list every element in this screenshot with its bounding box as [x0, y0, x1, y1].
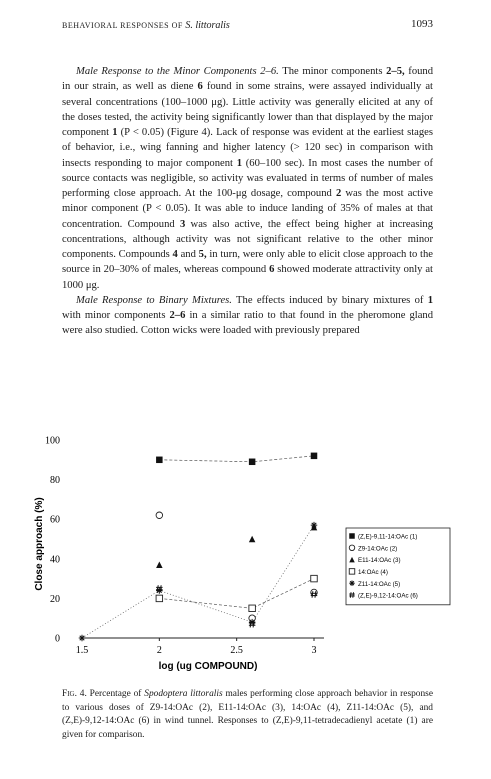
- text-run: The effects induced by binary mixtures of: [231, 294, 428, 306]
- data-point-series-5: [311, 522, 318, 529]
- x-tick-label: 3: [311, 645, 317, 656]
- text-run: was also active, the effect being higher at increasing concentrations, although activity was not significant relative to the other minor components. Compounds: [62, 218, 433, 260]
- compound-ref: 3: [179, 218, 186, 230]
- data-point-series-3: [156, 561, 163, 568]
- text-run: and: [177, 249, 199, 260]
- legend-label: (Z,E)-9,12-14:OAc (6): [358, 592, 418, 600]
- hash-stroke: [350, 592, 351, 598]
- compound-ref: 4: [172, 249, 178, 260]
- y-tick-label: 20: [50, 593, 60, 605]
- legend-marker: [349, 569, 355, 575]
- close-approach-chart: [24, 423, 454, 683]
- square-glyph: [311, 575, 318, 582]
- data-point-series-5: [249, 619, 256, 626]
- figure-caption: [62, 688, 433, 742]
- compound-ref: 2–6: [169, 310, 186, 321]
- legend-label: Z11-14:OAc (5): [358, 580, 401, 588]
- circle-glyph: [349, 545, 355, 551]
- square-glyph: [249, 605, 256, 612]
- y-tick-label: 100: [45, 435, 60, 447]
- text-run: showed moderate attractivity only at 1000 μg.: [62, 264, 433, 291]
- hash-stroke: [353, 592, 354, 598]
- text-run: (P < 0.05) (Figure 4). Lack of response was evident at the earliest stages of behavior, i.e., wing fanning and higher latency (> 120 sec) in comparison with insects responding to major component: [62, 127, 433, 169]
- y-tick-label: 80: [50, 475, 60, 487]
- figure-label: Fig. 4.: [62, 689, 87, 699]
- species-name: Spodoptera littoralis: [144, 689, 223, 699]
- legend-label: E11-14:OAc (3): [358, 557, 401, 565]
- series-line-1: [159, 456, 314, 462]
- triangle-glyph: [156, 561, 163, 568]
- legend-marker: [349, 545, 355, 551]
- compound-ref: 1: [112, 127, 118, 138]
- x-tick-label: 1.5: [75, 645, 89, 656]
- figure-4: [24, 423, 454, 683]
- paragraph-heading: Male Response to the Minor Components 2–6.: [76, 66, 279, 77]
- y-tick-label: 0: [55, 633, 60, 645]
- data-point-series-1: [311, 453, 318, 460]
- square-glyph: [156, 595, 163, 602]
- compound-ref: 2–5,: [386, 66, 405, 77]
- x-tick-label: 2.5: [230, 645, 243, 656]
- circle-glyph: [311, 589, 318, 596]
- y-axis-label: Close approach (%): [34, 497, 45, 591]
- y-tick-label: 40: [50, 554, 60, 566]
- text-run: found in our strain, as well as diene: [62, 66, 434, 93]
- x-tick-label: 2: [156, 645, 162, 656]
- compound-ref: 2: [335, 188, 342, 199]
- square-glyph: [349, 569, 355, 575]
- compound-ref: 1: [236, 157, 243, 169]
- text-run: with minor components: [62, 310, 170, 321]
- running-head-text: BEHAVIORAL RESPONSES OF: [62, 21, 183, 30]
- chart-legend: [346, 528, 450, 605]
- compound-ref: 1: [427, 294, 434, 306]
- paragraph-minor-components: [62, 64, 433, 293]
- square-glyph: [311, 453, 318, 460]
- y-tick-label: 60: [50, 514, 60, 526]
- triangle-glyph: [249, 536, 256, 543]
- data-point-series-1: [156, 457, 163, 464]
- caption-text: Percentage of: [86, 689, 145, 699]
- series-line-5: [82, 525, 314, 638]
- data-point-series-2: [311, 589, 318, 596]
- text-run: in turn, were only able to elicit close approach to the source in 20–30% of males, whereas compound: [62, 249, 433, 276]
- text-run: was the most active minor component (P < 0.05). It was able to induce landing of 35% of males at that concentration. Compound: [62, 188, 433, 230]
- data-point-series-5: [79, 635, 86, 642]
- body-text: [62, 64, 433, 339]
- page-header: [62, 20, 433, 36]
- legend-item: [349, 533, 417, 540]
- legend-marker: [349, 533, 355, 539]
- legend-marker: [349, 580, 355, 586]
- series-line-4: [159, 579, 314, 609]
- legend-label: 14:OAc (4): [358, 569, 388, 576]
- legend-label: Z9-14:OAc (2): [358, 545, 398, 553]
- x-axis-label: log (ug COMPOUND): [158, 661, 258, 672]
- caption-text: males performing close approach behavior in response to various doses of Z9-14:OAc (2), E11-14:OAc (3), 14:OAc (4), Z11-14:OAc (5), and (Z,E)-9,12-14:OAc (6) in wind tunnel. Responses to (Z,E)-9,11-tetradecadienyl acetate (1) are given for comparison.: [62, 689, 433, 740]
- running-head-species: S. littoralis: [185, 20, 230, 31]
- page-number: 1093: [411, 18, 433, 30]
- data-point-series-4: [249, 605, 256, 612]
- paragraph-binary-mixtures: [62, 293, 433, 339]
- chart-ticks: [45, 436, 317, 657]
- square-glyph: [249, 459, 256, 466]
- data-point-series-4: [311, 575, 318, 582]
- paragraph-heading: Male Response to Binary Mixtures.: [76, 294, 232, 306]
- legend-label: (Z,E)-9,11-14:OAc (1): [358, 533, 418, 541]
- text-run: (60–100 sec). In most cases the number of source contacts was negligible, so activity was evaluated in terms of number of males performing close approach. At the 100-μg dosage, compound: [62, 157, 433, 199]
- data-point-series-4: [156, 595, 163, 602]
- data-point-series-3: [249, 536, 256, 543]
- compound-ref: 6: [197, 81, 203, 93]
- data-point-series-1: [249, 459, 256, 466]
- circle-glyph: [156, 512, 163, 519]
- running-head: [62, 20, 230, 31]
- text-run: The minor components: [278, 66, 387, 77]
- data-point-series-2: [156, 512, 163, 519]
- square-glyph: [156, 457, 163, 464]
- series-lines: [82, 456, 314, 638]
- text-run: found in some strains, were assayed individually at several concentrations (100–1000 μg). Little activity was generally elicited at any of the doses tested, the activity being significantly lower than that displayed by the major component: [62, 81, 433, 138]
- text-run: in a similar ratio to that found in the pheromone gland were also studied. Cotton wicks were loaded with previously prepared: [62, 310, 433, 337]
- compound-ref: 6: [269, 264, 275, 276]
- compound-ref: 5,: [198, 249, 207, 260]
- legend-item: [349, 592, 418, 599]
- square-glyph: [349, 533, 355, 539]
- chart-marks: [79, 453, 318, 642]
